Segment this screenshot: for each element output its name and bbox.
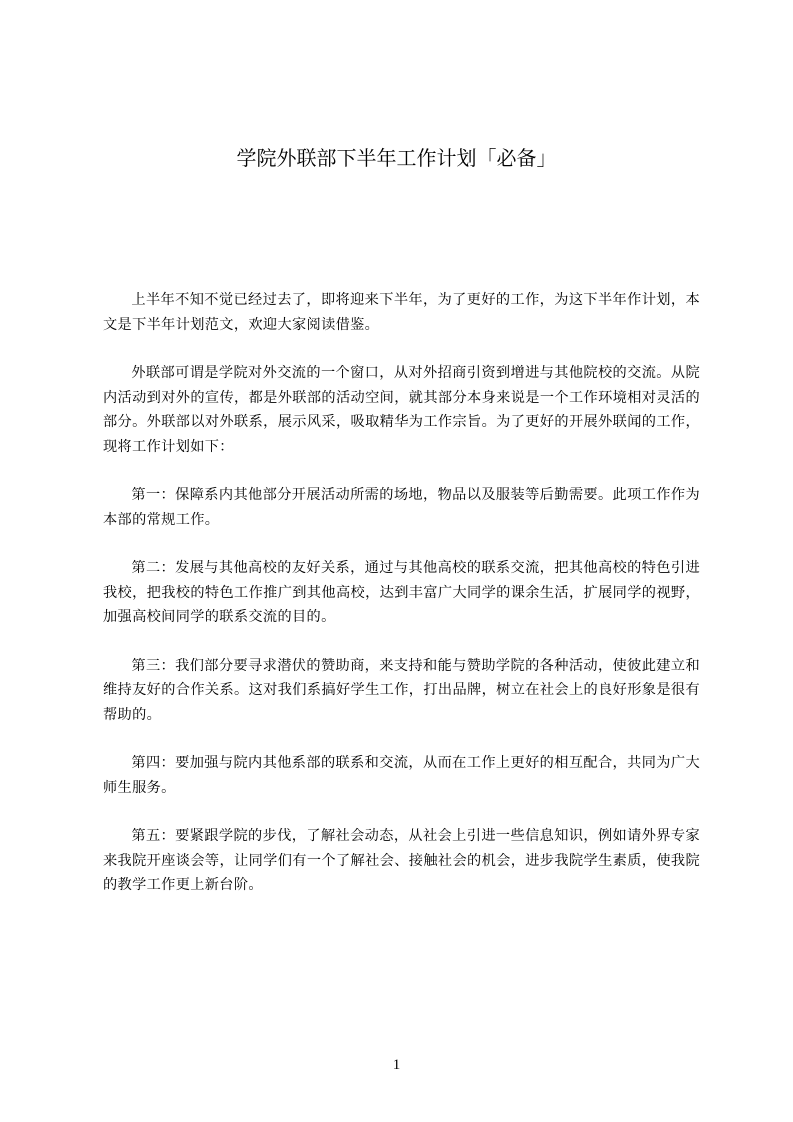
paragraph-item-5: 第五：要紧跟学院的步伐，了解社会动态，从社会上引进一些信息知识，例如请外界专家来我院开座谈会等，让同学们有一个了解社会、接触社会的机会，进步我院学生素质，使我院的教学工作更上新台阶。 — [103, 828, 700, 893]
paragraph-item-4: 第四：要加强与院内其他系部的联系和交流，从而在工作上更好的相互配合，共同为广大师生服务。 — [103, 755, 700, 796]
document-body — [103, 288, 700, 922]
paragraph-item-3: 第三：我们部分要寻求潜伏的赞助商，来支持和能与赞助学院的各种活动，使彼此建立和维持友好的合作关系。这对我们系搞好学生工作，打出品牌，树立在社会上的良好形象是很有帮助的。 — [103, 657, 700, 723]
paragraph-overview: 外联部可谓是学院对外交流的一个窗口，从对外招商引资到增进与其他院校的交流。从院内活动到对外的宣传，都是外联部的活动空间，就其部分本身来说是一个工作环境相对灵活的部分。外联部以对外联系，展示风采，吸取精华为工作宗旨。为了更好的开展外联闻的工作，现将工作计划如下： — [103, 365, 700, 455]
document-title: 学院外联部下半年工作计划「必备」 — [236, 146, 557, 170]
page-number: 1 — [392, 1057, 401, 1073]
paragraph-item-1: 第一：保障系内其他部分开展活动所需的场地，物品以及服装等后勤需要。此项工作作为本部的常规工作。 — [103, 487, 700, 528]
paragraph-item-2: 第二：发展与其他高校的友好关系，通过与其他高校的联系交流，把其他高校的特色引进我校，把我校的特色工作推广到其他高校，达到丰富广大同学的课余生活，扩展同学的视野，加强高校间同学的联系交流的目的。 — [103, 560, 700, 625]
paragraph-intro: 上半年不知不觉已经过去了，即将迎来下半年，为了更好的工作，为这下半年作计划，本文是下半年计划范文，欢迎大家阅读借鉴。 — [103, 292, 700, 333]
